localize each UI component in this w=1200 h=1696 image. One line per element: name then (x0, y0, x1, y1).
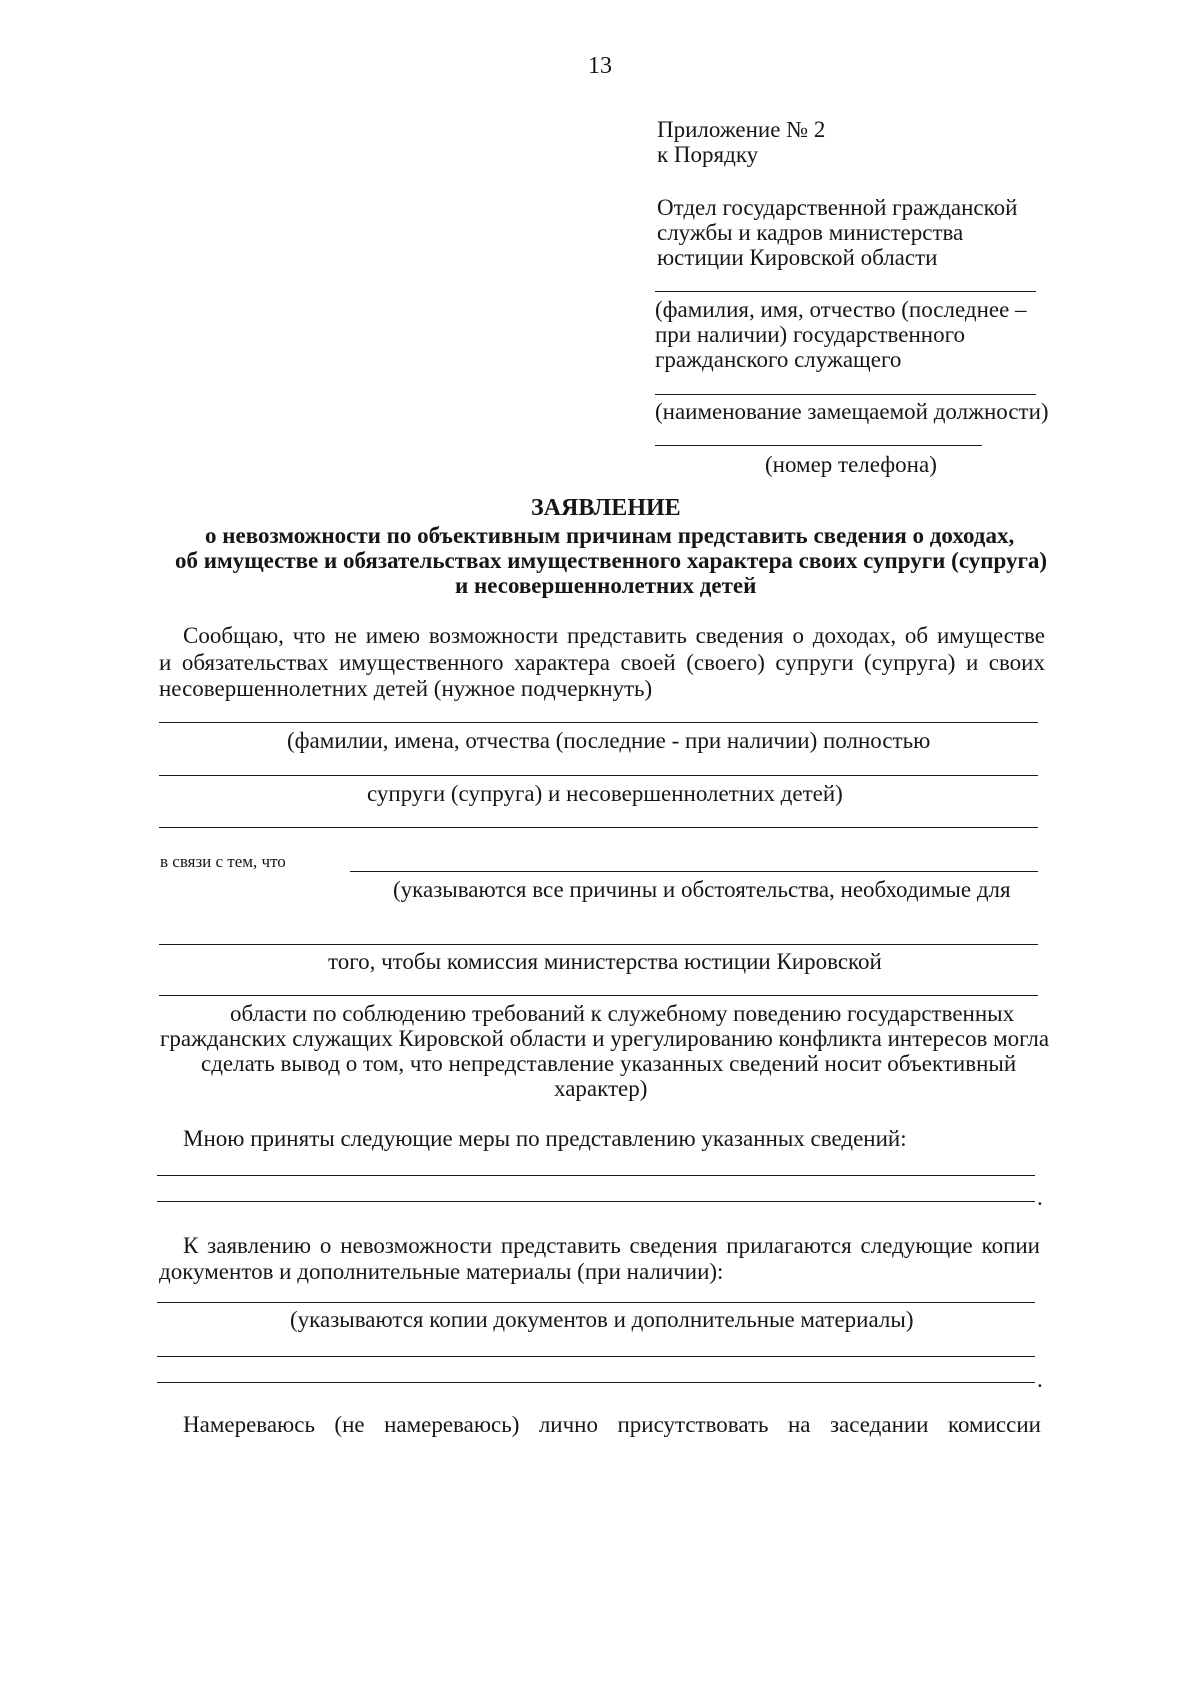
family-names-line-1[interactable] (159, 722, 1038, 723)
document-heading: ЗАЯВЛЕНИЕ (531, 495, 681, 521)
intent-word: заседании (829, 1412, 929, 1437)
intent-word: лично (538, 1412, 598, 1437)
reason-line-3[interactable] (159, 995, 1038, 996)
attachments-text-2: документов и дополнительные материалы (при наличии): (159, 1259, 724, 1284)
intent-word: Намереваюсь (183, 1412, 315, 1437)
applicant-name-hint-3: гражданского служащего (655, 347, 902, 372)
attachments-line-2[interactable] (157, 1356, 1035, 1357)
measures-line-1[interactable] (157, 1175, 1035, 1176)
measures-line-2[interactable] (157, 1201, 1035, 1202)
document-subtitle-3: и несовершеннолетних детей (455, 573, 757, 598)
reason-hint-3: области по соблюдению требований к служебному поведению государственных (230, 1001, 1015, 1026)
intent-word: на (787, 1412, 811, 1437)
family-names-line-3[interactable] (159, 827, 1038, 828)
attachments-line-1[interactable] (157, 1302, 1035, 1303)
reason-hint-6: характер) (554, 1076, 648, 1101)
reason-line-1[interactable] (350, 871, 1038, 872)
attachments-line-3[interactable] (157, 1382, 1035, 1383)
family-names-hint-2: супруги (супруга) и несовершеннолетних детей) (367, 781, 843, 806)
intent-word: присутствовать (617, 1412, 769, 1437)
position-hint: (наименование замещаемой должности) (655, 399, 1049, 424)
phone-line[interactable] (655, 445, 982, 446)
attachments-text-1: К заявлению о невозможности представить сведения прилагаются следующие копии (183, 1233, 1040, 1258)
reason-hint-4: гражданских служащих Кировской области и урегулированию конфликта интересов могла (160, 1026, 1050, 1051)
reason-line-2[interactable] (159, 944, 1038, 945)
measures-text: Мною приняты следующие меры по представлению указанных сведений: (183, 1126, 907, 1151)
addressee-line-2: службы и кадров министерства (657, 220, 964, 245)
reason-hint-2: того, чтобы комиссия министерства юстиции Кировской (328, 949, 882, 974)
position-line[interactable] (655, 394, 1036, 395)
statement-line-3: несовершеннолетних детей (нужное подчеркнуть) (159, 676, 653, 701)
page-number: 13 (588, 53, 612, 79)
phone-hint: (номер телефона) (765, 452, 937, 477)
intent-word: (не (334, 1412, 365, 1437)
applicant-name-hint-1: (фамилия, имя, отчество (последнее – (655, 297, 1027, 322)
document-subtitle-2: об имуществе и обязательствах имущественного характера своих супруги (супруга) (175, 548, 1048, 573)
reason-hint-1: (указываются все причины и обстоятельства, необходимые для (393, 877, 1011, 902)
statement-line-1: Сообщаю, что не имею возможности представить сведения о доходах, об имуществе (183, 623, 1045, 648)
reason-label: в связи с тем, что (160, 852, 286, 871)
attendance-intent-line (183, 1411, 1041, 1438)
addressee-line-1: Отдел государственной гражданской (657, 195, 1018, 220)
intent-word: комиссии (947, 1412, 1041, 1437)
attachments-hint: (указываются копии документов и дополнительные материалы) (290, 1307, 914, 1332)
family-names-line-2[interactable] (159, 775, 1038, 776)
applicant-name-hint-2: при наличии) государственного (655, 322, 965, 347)
appendix-subtitle: к Порядку (657, 142, 759, 167)
document-subtitle-1: о невозможности по объективным причинам представить сведения о доходах, (205, 523, 1015, 548)
attachments-end-period: . (1037, 1367, 1043, 1392)
family-names-hint-1: (фамилии, имена, отчества (последние - при наличии) полностью (287, 728, 931, 753)
reason-hint-5: сделать вывод о том, что непредставление указанных сведений носит объективный (201, 1051, 1017, 1076)
addressee-line-3: юстиции Кировской области (657, 245, 938, 270)
applicant-name-line[interactable] (655, 291, 1036, 292)
intent-word: намереваюсь) (384, 1412, 520, 1437)
measures-end-period: . (1037, 1185, 1043, 1210)
statement-line-2: и обязательствах имущественного характера своей (своего) супруги (супруга) и своих (159, 650, 1045, 675)
appendix-title: Приложение № 2 (657, 117, 826, 142)
